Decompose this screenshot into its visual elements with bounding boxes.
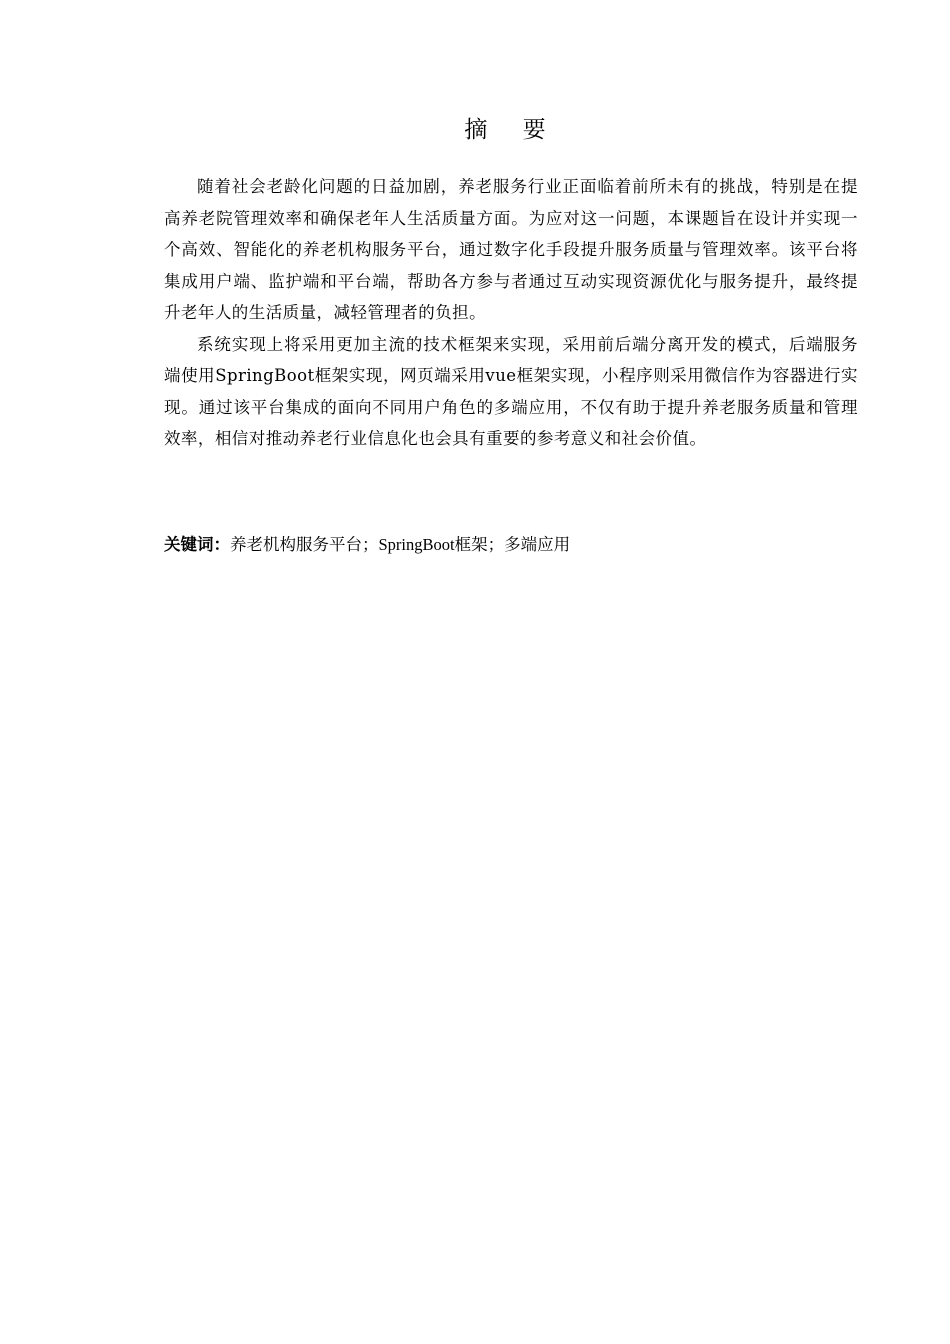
abstract-paragraph-1: 随着社会老龄化问题的日益加剧，养老服务行业正面临着前所未有的挑战，特别是在提高养老院管理效率和确保老年人生活质量方面。为应对这一问题，本课题旨在设计并实现一个高效、智能化的养老机构服务平台，通过数字化手段提升服务质量与管理效率。该平台将集成用户端、监护端和平台端，帮助各方参与者通过互动实现资源优化与服务提升，最终提升老年人的生活质量，减轻管理者的负担。 <box>164 177 858 322</box>
keywords-line <box>164 530 858 560</box>
abstract-body <box>164 171 858 455</box>
keywords-label: 关键词： <box>164 535 230 554</box>
abstract-paragraph-2: 系统实现上将采用更加主流的技术框架来实现，采用前后端分离开发的模式，后端服务端使用SpringBoot框架实现，网页端采用vue框架实现，小程序则采用微信作为容器进行实现。通过该平台集成的面向不同用户角色的多端应用，不仅有助于提升养老服务质量和管理效率，相信对推动养老行业信息化也会具有重要的参考意义和社会价值。 <box>164 334 858 448</box>
keywords-values: 养老机构服务平台；SpringBoot框架；多端应用 <box>230 535 571 554</box>
abstract-title: 摘 要 <box>464 117 560 143</box>
